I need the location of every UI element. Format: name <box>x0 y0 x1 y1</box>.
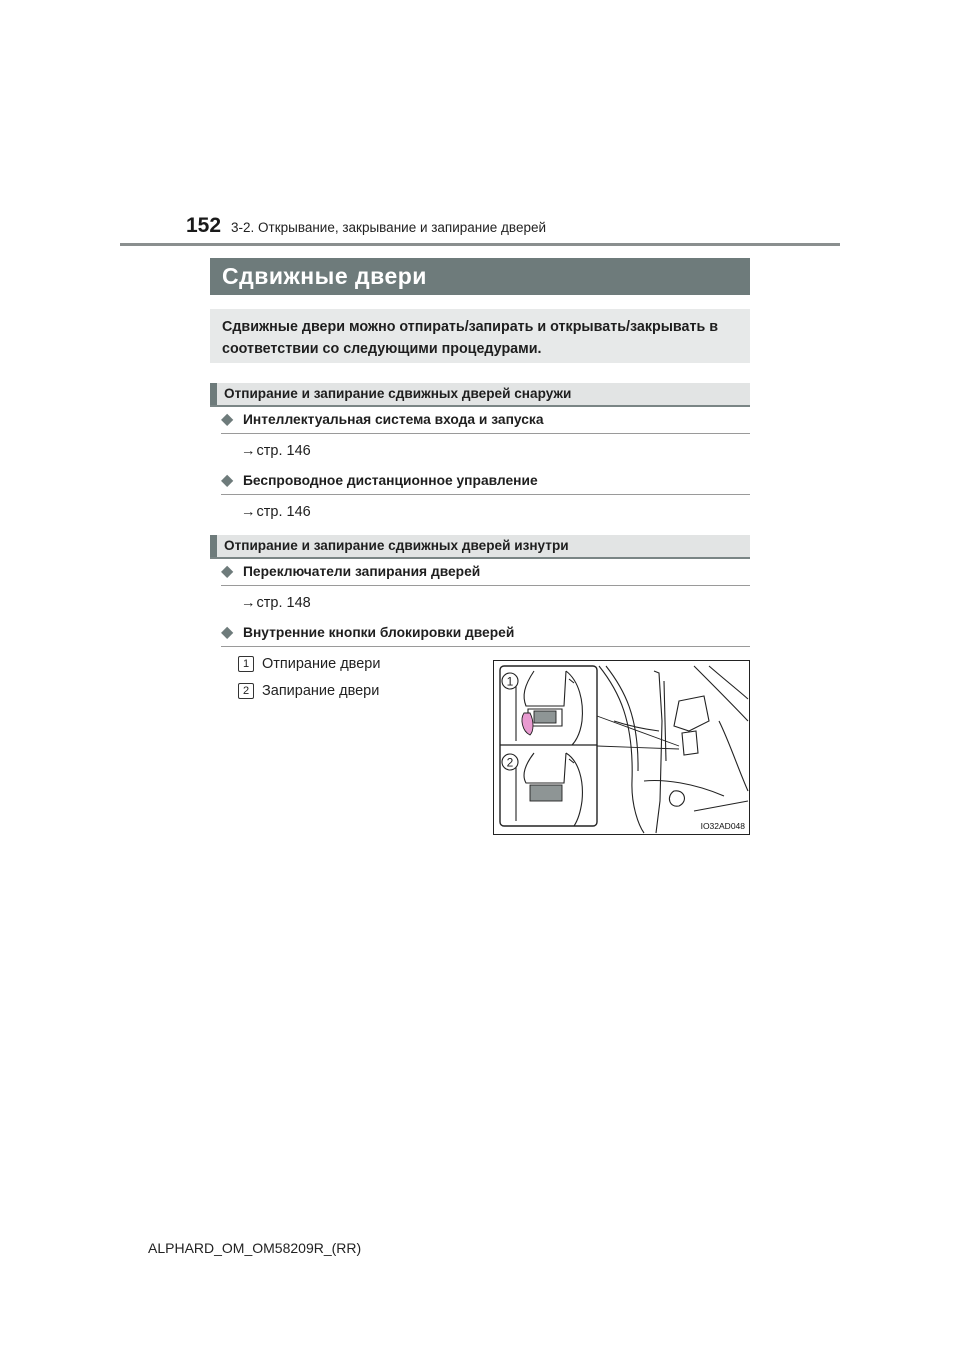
diamond-icon: ◆ <box>221 411 234 428</box>
subsection-heading-outside <box>210 383 750 407</box>
list-item <box>221 563 750 586</box>
chapter-title: 3-2. Открывание, закрывание и запирание дверей <box>231 220 547 235</box>
door-lock-illustration <box>493 660 750 835</box>
diamond-icon: ◆ <box>221 563 234 580</box>
reference-text: стр. 146 <box>256 504 311 520</box>
illustration-drawing <box>494 661 749 834</box>
item-label: Внутренние кнопки блокировки дверей <box>243 625 515 640</box>
legend-text: Запирание двери <box>262 683 380 699</box>
section-title: Сдвижные двери <box>222 263 427 289</box>
diamond-icon: ◆ <box>221 472 234 489</box>
page-number: 152 <box>186 214 222 237</box>
arrow-right-icon: → <box>241 443 256 459</box>
legend-item <box>238 656 380 672</box>
arrow-right-icon: → <box>241 595 256 611</box>
intro-box <box>210 309 750 363</box>
heading-marker <box>210 535 217 557</box>
callout-2: 2 <box>506 755 514 770</box>
callout-number: 2 <box>238 683 254 699</box>
document-footer: ALPHARD_OM_OM58209R_(RR) <box>148 1240 362 1256</box>
page-reference[interactable] <box>241 443 311 459</box>
reference-text: стр. 146 <box>256 443 311 459</box>
heading-marker <box>210 383 217 405</box>
intro-text: Сдвижные двери можно отпирать/запирать и открывать/закрывать в соответствии со следующими процедурами. <box>222 319 719 357</box>
item-label: Интеллектуальная система входа и запуска <box>243 412 544 427</box>
callout-number: 1 <box>238 656 254 672</box>
subsection-heading-text: Отпирание и запирание сдвижных дверей изнутри <box>224 538 569 553</box>
figure-code: IO32AD048 <box>700 821 745 831</box>
diamond-icon: ◆ <box>221 624 234 641</box>
list-item <box>221 624 750 647</box>
page-reference[interactable] <box>241 595 311 611</box>
legend-item <box>238 683 379 699</box>
list-item <box>221 411 750 434</box>
reference-text: стр. 148 <box>256 595 311 611</box>
header-rule <box>120 243 840 246</box>
item-label: Переключатели запирания дверей <box>243 564 481 579</box>
subsection-heading-inside <box>210 535 750 559</box>
list-item <box>221 472 750 495</box>
item-label: Беспроводное дистанционное управление <box>243 473 538 488</box>
section-title-bar <box>210 258 750 295</box>
subsection-heading-text: Отпирание и запирание сдвижных дверей снаружи <box>224 386 572 401</box>
page-reference[interactable] <box>241 504 311 520</box>
arrow-right-icon: → <box>241 504 256 520</box>
legend-text: Отпирание двери <box>262 656 381 672</box>
callout-1: 1 <box>506 674 514 689</box>
